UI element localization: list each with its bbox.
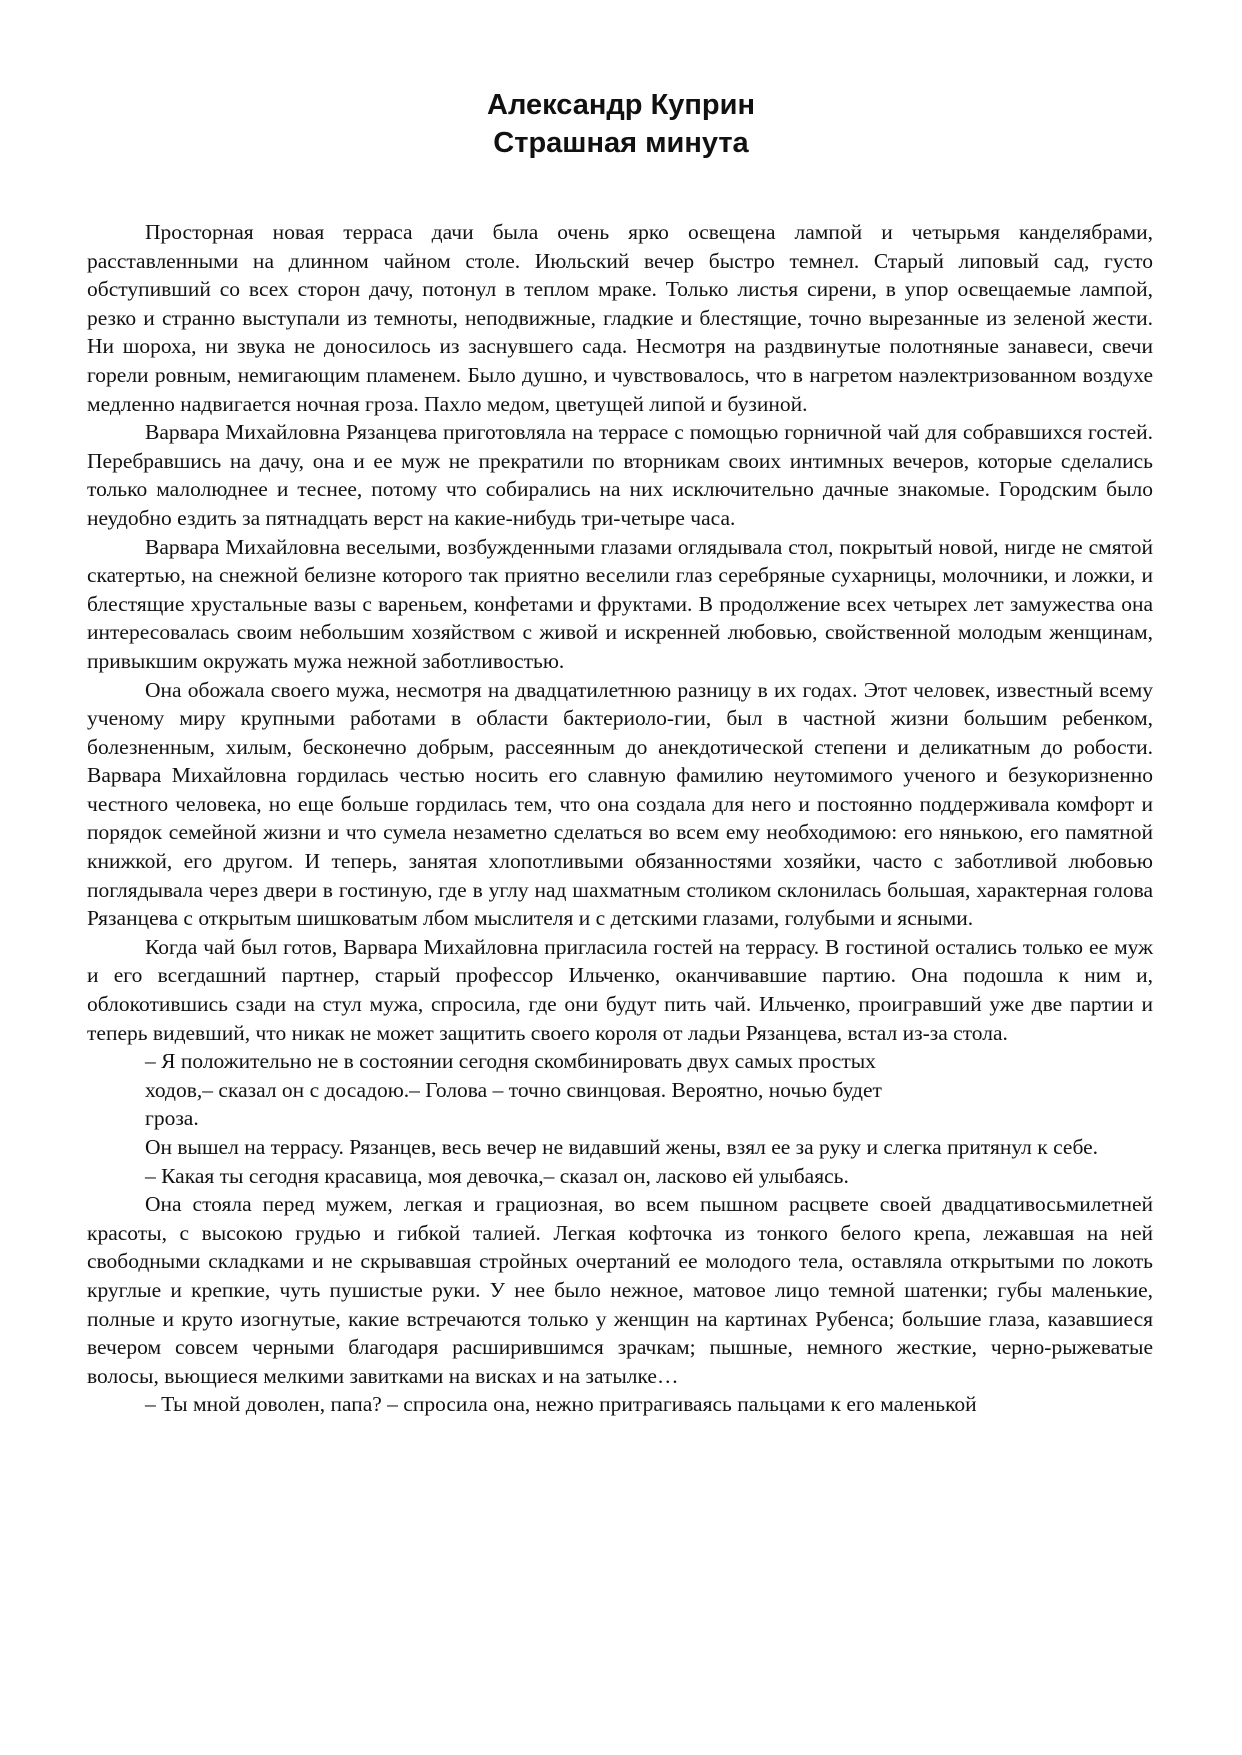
dialog-line: гроза. (145, 1106, 199, 1131)
dialog-line: ходов,– сказал он с досадою.– Голова – точно свинцовая. Вероятно, ночью будет (145, 1077, 882, 1102)
paragraph: Она стояла перед мужем, легкая и грациозная, во всем пышном расцвете своей двадцативосьмилетней красоты, с высокою грудью и гибкой талией. Легкая кофточка из тонкого белого крепа, лежавшая на ней свободными складками и не скрывавшая стройных очертаний ее молодого тела, оставляла открытыми по локоть круглые и крепкие, чуть пушистые руки. У нее было нежное, матовое лицо темной шатенки; губы маленькие, полные и круто изогнутые, какие встречаются только у женщин на картинах Рубенса; большие глаза, казавшиеся вечером совсем черными благодаря расширившимся зрачкам; пышные, немного жесткие, черно-рыжеватые волосы, вьющиеся мелкими завитками на висках и на затылке… (87, 1192, 1153, 1388)
paragraph: Варвара Михайловна веселыми, возбужденными глазами оглядывала стол, покрытый новой, нигде не смятой скатертью, на снежной белизне которого так приятно веселили глаз серебряные сухарницы, молочники, и ложки, и блестящие хрустальные вазы с вареньем, конфетами и фруктами. В продолжение всех четырех лет замужества она интересовалась своим небольшим хозяйством с живой и искренней любовью, свойственной молодым женщинам, привыкшим окружать мужа нежной заботливостью. (87, 534, 1153, 673)
paragraph: Он вышел на террасу. Рязанцев, весь вечер не видавший жены, взял ее за руку и слегка притянул к себе. (145, 1135, 1099, 1159)
paragraph: Просторная новая терраса дачи была очень ярко освещена лампой и четырьмя канделябрами, расставленными на длинном чайном столе. Июльский вечер быстро темнел. Старый липовый сад, густо обступивший со всех сторон дачу, потонул в теплом мраке. Только листья сирени, в упор освещаемые лампой, резко и странно выступали из темноты, неподвижные, гладкие и блестящие, точно вырезанные из зеленой жести. Ни шороха, ни звука не доносилось из заснувшего сада. Несмотря на раздвинутые полотняные занавеси, свечи горели ровным, немигающим пламенем. Было душно, и чувствовалось, что в нагретом наэлектризованном воздухе медленно надвигается ночная гроза. Пахло медом, цветущей липой и бузиной. (87, 220, 1153, 416)
author-name: Александр Куприн (487, 89, 755, 121)
dialog-line: – Я положительно не в состоянии сегодня скомбинировать двух самых простых (145, 1049, 876, 1074)
story-title: Страшная минута (493, 127, 749, 159)
title-block (0, 86, 1242, 162)
paragraph: Она обожала своего мужа, несмотря на двадцатилетнюю разницу в их годах. Этот человек, известный всему ученому миру крупными работами в области бактериоло-гии, был в частной жизни большим ребенком, болезненным, хилым, бесконечно добрым, рассеянным до анекдотической степени и деликатным до робости. Варвара Михайловна гордилась честью носить его славную фамилию неутомимого ученого и безукоризненно честного человека, но еще больше гордилась тем, что она создала для него и постоянно поддерживала комфорт и порядок семейной жизни и что сумела незаметно сделаться во всем ему необходимою: его нянькою, его памятной книжкой, его другом. И теперь, занятая хлопотливыми обязанностями хозяйки, часто с заботливой любовью поглядывала через двери в гостиную, где в углу над шахматным столиком склонилась большая, характерная голова Рязанцева с открытым шишковатым лбом мыслителя и с детскими глазами, голубыми и ясными. (87, 677, 1153, 931)
paragraph: – Ты мной доволен, папа? – спросила она, нежно притрагиваясь пальцами к его маленькой (145, 1392, 977, 1417)
paragraph: Когда чай был готов, Варвара Михайловна пригласила гостей на террасу. В гостиной остались только ее муж и его всегдашний партнер, старый профессор Ильченко, оканчивавшие партию. Она подошла к ним и, облокотившись сзади на стул мужа, спросила, где они будут пить чай. Ильченко, проигравший уже две партии и теперь видевший, что никак не может защитить своего короля от ладьи Рязанцева, встал из-за стола. (87, 934, 1153, 1045)
paragraph: Варвара Михайловна Рязанцева приготовляла на террасе с помощью горничной чай для собравшихся гостей. Перебравшись на дачу, она и ее муж не прекратили по вторникам своих интимных вечеров, которые сделались только малолюднее и теснее, потому что собирались на них исключительно дачные знакомые. Городским было неудобно ездить за пятнадцать верст на какие-нибудь три-четыре часа. (87, 420, 1153, 530)
story-body (87, 218, 1153, 1419)
paragraph: – Какая ты сегодня красавица, моя девочка,– сказал он, ласково ей улыбаясь. (145, 1163, 849, 1188)
